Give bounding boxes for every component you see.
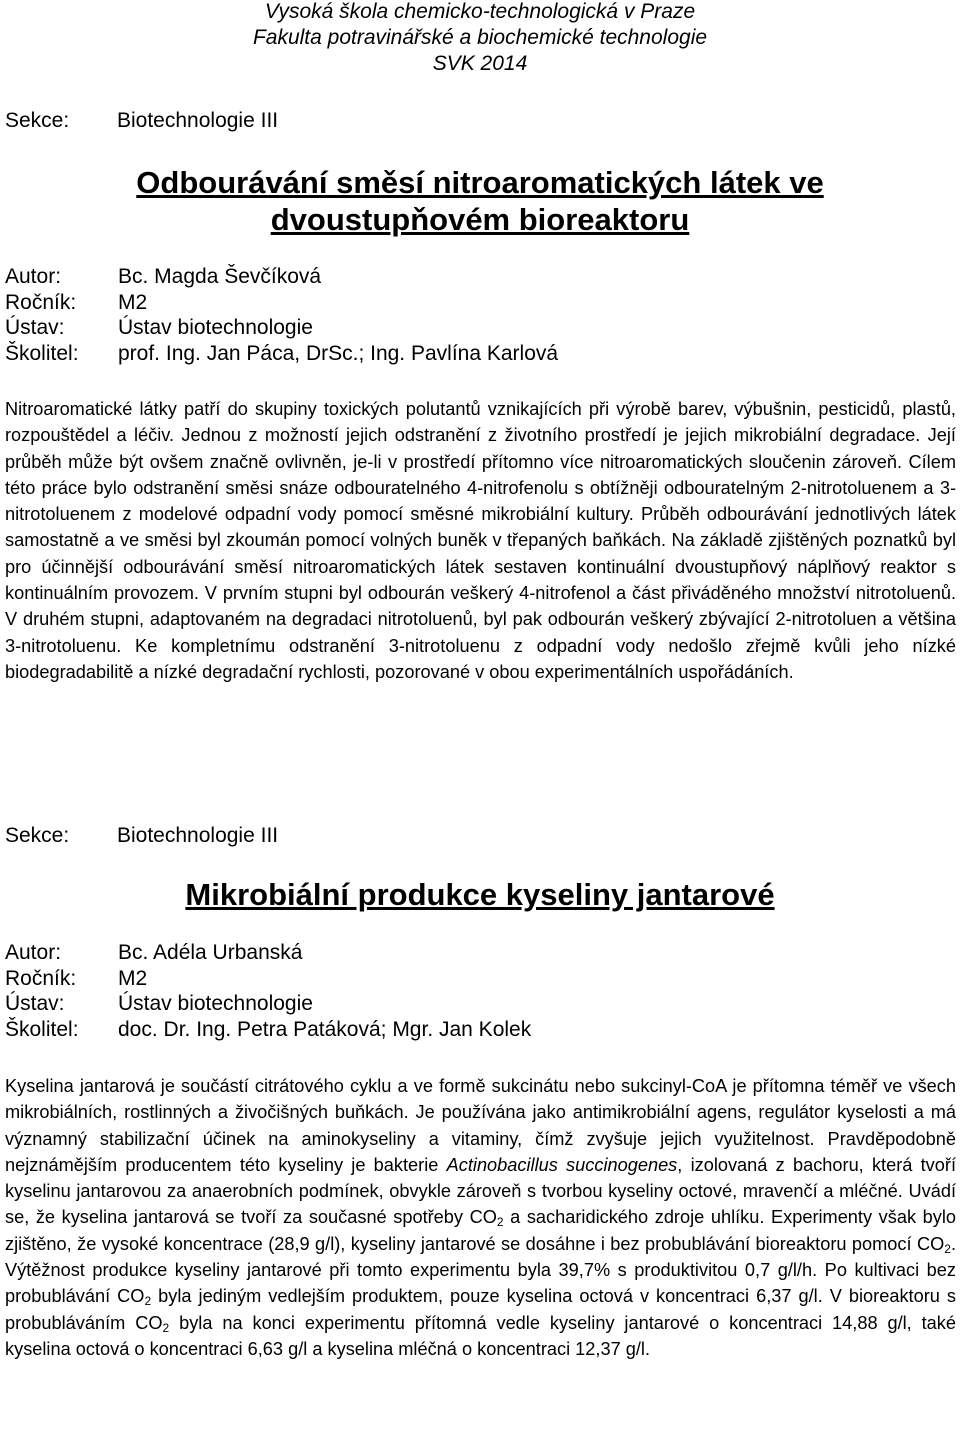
institute-value: Ústav biotechnologie xyxy=(118,992,313,1015)
section-value: Biotechnologie III xyxy=(117,824,279,847)
abstract-part: . Výtěžnost produkce kyseliny jantarové při tomto experimentu byla 39,7% s produktivitou 0,7 g/l/h. Po kultivaci bez probublávání CO xyxy=(5,1233,956,1307)
institute-row xyxy=(5,991,531,1017)
supervisor-value: prof. Ing. Jan Páca, DrSc.; Ing. Pavlína Karlová xyxy=(118,341,559,365)
section-label: Sekce: xyxy=(5,109,70,132)
abstract-text xyxy=(5,1073,956,1362)
entry-meta xyxy=(5,940,531,1042)
subscript: 2 xyxy=(496,1215,504,1230)
abstract-text: Nitroaromatické látky patří do skupiny toxických polutantů vznikajících při výrobě barev, výbušnin, pesticidů, plastů, rozpouštědel a léčiv. Jednou z možností jejich odstranění z životního prostředí je jejich mikrobiální degradace. Její průběh může být ovšem značně ovlivněn, je-li v prostředí přítomno více nitroaromatických sloučenin zároveň. Cílem této práce bylo odstranění směsi snáze odbouratelného 4-nitrofenolu s obtížněji odbouratelným 2-nitrotoluenem a 3-nitrotoluenem z modelové odpadní vody pomocí směsné mikrobiální kultury. Průběh odbourávání jednotlivých látek samostatně a ve směsi byl zkoumán pomocí volných buněk v třepaných baňkách. Na základě zjištěných poznatků byl pro účinnější odbourávání směsí nitroaromatických látek sestaven kontinuální dvoustupňový náplňový reaktor s kontinuálním provozem. V prvním stupni byl odbourán veškerý 4-nitrofenol a část přiváděného množství nitrotoluenů. V druhém stupni, adaptovaném na degradaci nitrotoluenů, byl pak odbourán veškerý zbývající 2-nitrotoluen a většina 3-nitrotoluenu. Ke kompletnímu odstranění 3-nitrotoluenu z odpadní vody nedošlo zřejmě kvůli jeho nízké biodegradabilitě a nízké degradační rychlosti, pozorované v obou experimentálních uspořádáních. xyxy=(5,399,956,682)
entry-title: Mikrobiální produkce kyseliny jantarové xyxy=(185,877,775,912)
supervisor-row xyxy=(5,1017,531,1043)
subscript: 2 xyxy=(144,1294,152,1309)
author-value: Bc. Magda Ševčíková xyxy=(118,265,322,288)
institute-label: Ústav: xyxy=(5,316,65,339)
institute-value: Ústav biotechnologie xyxy=(118,316,313,339)
author-row xyxy=(5,264,558,290)
section-label: Sekce: xyxy=(5,824,70,847)
subscript: 2 xyxy=(162,1320,170,1335)
year-row xyxy=(5,966,531,992)
supervisor-row xyxy=(5,341,558,367)
entry-title: Odbourávání směsí nitroaromatických látek ve xyxy=(136,165,824,200)
header-university: Vysoká škola chemicko-technologická v Praze xyxy=(264,0,696,23)
year-label: Ročník: xyxy=(5,966,77,990)
institute-row xyxy=(5,315,558,341)
year-label: Ročník: xyxy=(5,290,77,314)
abstract-part: a sacharidického zdroje uhlíku. Experimenty však bylo zjištěno, že vysoké koncentrace (28,9 g/l), kyseliny jantarové se dosáhne i bez probublávání bioreaktoru pomocí CO xyxy=(5,1207,956,1254)
abstract-part: byla jediným vedlejším produktem, pouze kyselina octová v koncentraci 6,37 g/l. V bioreaktoru s probubláváním CO xyxy=(5,1286,957,1333)
institute-label: Ústav: xyxy=(5,992,65,1015)
author-value: Bc. Adéla Urbanská xyxy=(118,941,303,964)
year-value: M2 xyxy=(118,290,148,314)
header-faculty: Fakulta potravinářské a biochemické technologie xyxy=(252,26,708,49)
header-event: SVK 2014 xyxy=(432,52,528,75)
year-row xyxy=(5,290,558,316)
author-row xyxy=(5,940,531,966)
abstract-part: Kyselina jantarová je součástí citrátového cyklu a ve formě sukcinátu nebo sukcinyl-CoA je přítomna téměř ve všech mikrobiálních, rostlinných a živočišných buňkách. Je používána jako antimikrobiální agens, regulátor kyselosti a má významný stabilizační účinek na aminokyseliny a vitaminy, čímž zvyšuje jejich využitelnost. Pravděpodobně nejznámějším producentem této kyseliny je bakterie xyxy=(5,1076,956,1175)
entry-meta xyxy=(5,264,558,366)
supervisor-value: doc. Dr. Ing. Petra Patáková; Mgr. Jan Kolek xyxy=(118,1017,532,1041)
abstract-part: , izolovaná z bachoru, která tvoří kyselinu jantarovou za anaerobních podmínek, obvykle zároveň s tvorbou kyseliny octové, mravenčí a mléčné. Uvádí se, že kyselina jantarová se tvoří za současné spotřeby CO xyxy=(5,1154,956,1228)
subscript: 2 xyxy=(944,1241,951,1256)
supervisor-label: Školitel: xyxy=(5,1017,79,1041)
year-value: M2 xyxy=(118,966,148,990)
author-label: Autor: xyxy=(5,941,62,964)
author-label: Autor: xyxy=(5,265,62,288)
organism-name: Actinobacillus succinogenes xyxy=(446,1154,678,1175)
supervisor-label: Školitel: xyxy=(5,341,79,365)
abstract-part: byla na konci experimentu přítomná vedle kyseliny jantarové o koncentraci 14,88 g/l, také kyselina octová o koncentraci 6,63 g/l a kyselina mléčná o koncentraci 12,37 g/l. xyxy=(5,1312,957,1359)
section-value: Biotechnologie III xyxy=(117,109,279,132)
entry-title-continued: dvoustupňovém bioreaktoru xyxy=(270,202,690,237)
